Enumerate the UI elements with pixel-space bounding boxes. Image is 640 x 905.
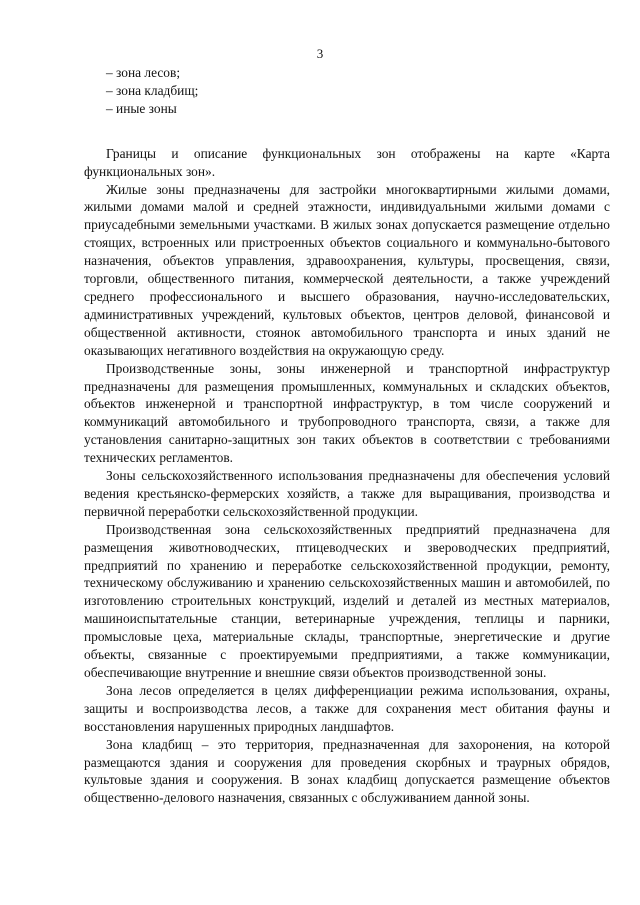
paragraph-cemetery-zone: Зона кладбищ – это территория, предназначенная для захоронения, на которой размещаются здания и сооружения для проведения скорбных и траурных обрядов, культовые здания и сооружения. В зонах кладбищ допускается размещение объектов общественно-делового назначения, связанных с обслуживанием данной зоны. bbox=[84, 736, 610, 806]
paragraph-zone-boundaries: Границы и описание функциональных зон отображены на карте «Карта функциональных зон». bbox=[84, 145, 610, 179]
document-body bbox=[84, 64, 610, 807]
zone-list-item-other: – иные зоны bbox=[106, 100, 177, 116]
paragraph-spacer bbox=[84, 118, 610, 145]
paragraph-forest-zone: Зона лесов определяется в целях дифференциации режима использования, охраны, защиты и воспроизводства лесов, а также для сохранения мест обитания фауны и восстановления нарушенных природных ландшафтов. bbox=[84, 682, 610, 734]
paragraph-residential-zones: Жилые зоны предназначены для застройки многоквартирными жилыми домами, жилыми домами малой и средней этажности, индивидуальными жилыми домами с приусадебными земельными участками. В жилых зонах допускается размещение отдельно стоящих, встроенных или пристроенных объектов социального и коммунально-бытового назначения, объектов управления, здравоохранения, культуры, просвещения, связи, торговли, общественного питания, коммерческой деятельности, а также учреждений среднего профессионального и высшего образования, научно-исследовательских, административных учреждений, культовых объектов, центров деловой, финансовой и общественной активности, стоянок автомобильного транспорта и иных зданий не оказывающих негативного воздействия на окружающую среду. bbox=[84, 181, 610, 358]
zone-list-item-cemeteries: – зона кладбищ; bbox=[106, 82, 199, 98]
zone-list bbox=[106, 64, 610, 118]
page-number: 3 bbox=[316, 46, 324, 61]
paragraph-agricultural-use-zones: Зоны сельскохозяйственного использования предназначены для обеспечения условий ведения крестьянско-фермерских хозяйств, а также для выращивания, производства и первичной переработки сельскохозяйственной продукции. bbox=[84, 468, 610, 519]
zone-list-item-forests: – зона лесов; bbox=[106, 65, 181, 80]
paragraph-agricultural-enterprises-zone: Производственная зона сельскохозяйственных предприятий предназначена для размещения животноводческих, птицеводческих и звероводческих предприятий, предприятий по хранению и переработке сельскохозяйственной продукции, ремонту, техническому обслуживанию и хранению сельскохозяйственных машин и автомобилей, по изготовлению строительных конструкций, изделий и деталей из местных материалов, машиноиспытательные станции, ветеринарные учреждения, теплицы и парники, промысловые цеха, материальные склады, транспортные, энергетические и другие объекты, связанные с проектируемыми предприятиями, а также коммуникации, обеспечивающие внутренние и внешние связи объектов производственной зоны. bbox=[84, 521, 610, 680]
paragraph-industrial-zones: Производственные зоны, зоны инженерной и транспортной инфраструктур предназначены для размещения промышленных, коммунальных и складских объектов, объектов инженерной и транспортной инфраструктур, в том числе сооружений и коммуникаций автомобильного и трубопроводного транспорта, связи, а также для установления санитарно-защитных зон таких объектов в соответствии с требованиями технических регламентов. bbox=[84, 360, 610, 466]
